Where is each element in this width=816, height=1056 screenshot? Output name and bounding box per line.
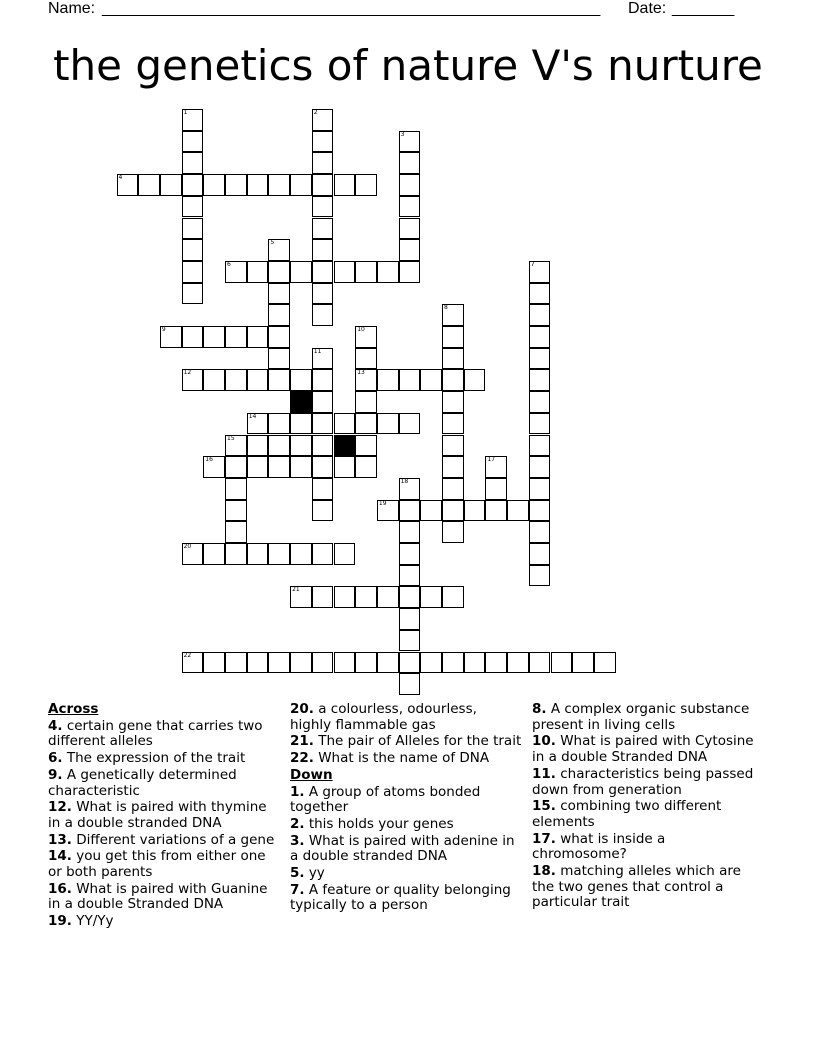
clue-number: 9.: [48, 766, 63, 783]
grid-cell[interactable]: [334, 261, 356, 283]
grid-cell[interactable]: [182, 543, 204, 565]
grid-cell[interactable]: [399, 565, 421, 587]
clue-number: 11.: [532, 765, 556, 782]
grid-cell[interactable]: [464, 652, 486, 674]
grid-cell[interactable]: [268, 174, 290, 196]
grid-cell[interactable]: [442, 348, 464, 370]
clue-number: 21.: [290, 733, 314, 750]
clue-number: 8.: [532, 701, 547, 717]
clue-number: 12.: [48, 799, 72, 816]
grid-cell[interactable]: [312, 152, 334, 174]
grid-cell[interactable]: [290, 369, 312, 391]
grid-cell[interactable]: [594, 652, 616, 674]
grid-cell[interactable]: [182, 109, 204, 131]
clue-text: A feature or quality belonging typically to a person: [290, 881, 511, 914]
clue-number-label: 2: [313, 109, 318, 116]
grid-block: [290, 391, 312, 413]
grid-cell[interactable]: [182, 326, 204, 348]
grid-cell[interactable]: [268, 261, 290, 283]
grid-cell[interactable]: [268, 543, 290, 565]
grid-cell[interactable]: [203, 456, 225, 478]
grid-cell[interactable]: [355, 413, 377, 435]
grid-cell[interactable]: [312, 391, 334, 413]
grid-cell[interactable]: [399, 608, 421, 630]
grid-cell[interactable]: [247, 435, 269, 457]
grid-cell[interactable]: [399, 521, 421, 543]
grid-cell[interactable]: [312, 500, 334, 522]
clue-item: [290, 734, 522, 750]
grid-cell[interactable]: [225, 174, 247, 196]
grid-cell[interactable]: [529, 326, 551, 348]
grid-cell[interactable]: [203, 174, 225, 196]
grid-cell[interactable]: [355, 348, 377, 370]
grid-cell[interactable]: [529, 543, 551, 565]
grid-cell[interactable]: [485, 652, 507, 674]
grid-cell[interactable]: [247, 261, 269, 283]
grid-cell[interactable]: [529, 391, 551, 413]
grid-cell[interactable]: [529, 369, 551, 391]
clue-number-label: 22: [183, 651, 192, 659]
clue-item: [290, 817, 522, 833]
across-clue-list: [48, 719, 280, 930]
clue-item: [48, 800, 280, 831]
clue-text: a colourless, odourless, highly flammable gas: [290, 701, 477, 733]
page-title: the genetics of nature V's nurture: [53, 41, 763, 90]
grid-cell[interactable]: [529, 413, 551, 435]
clue-number: 15.: [532, 798, 556, 815]
grid-cell[interactable]: [290, 543, 312, 565]
clue-number: 1.: [290, 783, 305, 800]
grid-cell[interactable]: [355, 369, 377, 391]
clue-number-label: 8: [444, 304, 448, 312]
grid-cell[interactable]: [485, 500, 507, 522]
grid-cell[interactable]: [334, 456, 356, 478]
grid-cell[interactable]: [182, 218, 204, 240]
clue-text: Different variations of a gene: [71, 831, 275, 848]
clue-text: certain gene that carries two different alleles: [48, 717, 263, 750]
grid-cell[interactable]: [312, 435, 334, 457]
clue-number-label: 9: [161, 326, 166, 333]
grid-cell[interactable]: [529, 435, 551, 457]
clue-item: [48, 768, 280, 799]
clue-text: The expression of the trait: [62, 750, 246, 767]
grid-cell[interactable]: [182, 152, 204, 174]
grid-cell[interactable]: [182, 369, 204, 391]
grid-cell[interactable]: [355, 435, 377, 457]
grid-cell[interactable]: [355, 261, 377, 283]
grid-cell[interactable]: [290, 174, 312, 196]
grid-cell[interactable]: [442, 435, 464, 457]
clue-number-label: 5: [270, 239, 275, 247]
grid-cell[interactable]: [312, 348, 334, 370]
grid-cell[interactable]: [464, 500, 486, 522]
clue-number-label: 12: [183, 369, 192, 377]
grid-cell[interactable]: [290, 652, 312, 674]
grid-cell[interactable]: [225, 369, 247, 391]
grid-cell[interactable]: [399, 152, 421, 174]
grid-cell[interactable]: [247, 456, 269, 478]
clue-item: [290, 883, 522, 914]
clue-text: What is paired with adenine in a double stranded DNA: [290, 832, 515, 865]
grid-cell[interactable]: [529, 283, 551, 305]
grid-cell[interactable]: [225, 261, 247, 283]
grid-cell[interactable]: [247, 369, 269, 391]
clue-item: [532, 702, 764, 733]
clue-number: 17.: [532, 830, 556, 847]
down-clue-list-continued: [532, 702, 764, 911]
clue-number-label: 20: [183, 543, 192, 550]
grid-cell[interactable]: [117, 174, 139, 196]
grid-cell[interactable]: [355, 174, 377, 196]
clue-number: 4.: [48, 717, 63, 734]
grid-cell[interactable]: [399, 174, 421, 196]
grid-cell[interactable]: [334, 652, 356, 674]
grid-cell[interactable]: [247, 326, 269, 348]
grid-cell[interactable]: [355, 586, 377, 608]
grid-cell[interactable]: [268, 283, 290, 305]
clue-item: [48, 849, 280, 880]
grid-cell[interactable]: [377, 652, 399, 674]
grid-cell[interactable]: [442, 652, 464, 674]
grid-cell[interactable]: [247, 652, 269, 674]
grid-cell[interactable]: [203, 652, 225, 674]
grid-cell[interactable]: [268, 413, 290, 435]
grid-cell[interactable]: [399, 630, 421, 652]
grid-cell[interactable]: [442, 521, 464, 543]
grid-cell[interactable]: [420, 652, 442, 674]
grid-cell[interactable]: [225, 478, 247, 500]
grid-cell[interactable]: [399, 196, 421, 218]
across-heading: Across: [48, 701, 99, 717]
grid-cell[interactable]: [203, 326, 225, 348]
grid-cell[interactable]: [399, 543, 421, 565]
clue-number: 10.: [532, 733, 556, 750]
grid-cell[interactable]: [529, 521, 551, 543]
grid-cell[interactable]: [442, 456, 464, 478]
grid-block: [334, 435, 356, 457]
clues-column-1: [48, 702, 280, 931]
grid-cell[interactable]: [377, 586, 399, 608]
grid-cell[interactable]: [290, 435, 312, 457]
clue-item: [290, 751, 522, 767]
clue-item: [48, 719, 280, 750]
clue-text: yy: [304, 865, 325, 882]
grid-cell[interactable]: [420, 500, 442, 522]
grid-cell[interactable]: [529, 304, 551, 326]
grid-cell[interactable]: [529, 348, 551, 370]
clues-column-2: [290, 702, 522, 915]
grid-cell[interactable]: [312, 413, 334, 435]
grid-cell[interactable]: [182, 652, 204, 674]
grid-cell[interactable]: [572, 652, 594, 674]
grid-cell[interactable]: [442, 413, 464, 435]
grid-cell[interactable]: [247, 543, 269, 565]
grid-cell[interactable]: [529, 500, 551, 522]
grid-cell[interactable]: [377, 500, 399, 522]
grid-cell[interactable]: [268, 652, 290, 674]
grid-cell[interactable]: [485, 456, 507, 478]
clue-item: [48, 882, 280, 913]
grid-cell[interactable]: [312, 586, 334, 608]
clue-number-label: 3: [400, 130, 405, 138]
grid-cell[interactable]: [334, 174, 356, 196]
clue-item: [290, 702, 522, 733]
grid-cell[interactable]: [399, 500, 421, 522]
clue-number-label: 16: [205, 456, 213, 464]
clue-number: 6.: [48, 750, 63, 767]
grid-cell[interactable]: [225, 435, 247, 457]
clue-item: [48, 833, 280, 849]
grid-cell[interactable]: [268, 348, 290, 370]
clues-column-3: [532, 702, 764, 912]
grid-cell[interactable]: [290, 261, 312, 283]
grid-cell[interactable]: [225, 652, 247, 674]
clue-number: 5.: [290, 865, 305, 882]
grid-cell[interactable]: [182, 283, 204, 305]
grid-cell[interactable]: [399, 586, 421, 608]
grid-cell[interactable]: [138, 174, 160, 196]
grid-cell[interactable]: [442, 304, 464, 326]
grid-cell[interactable]: [485, 478, 507, 500]
grid-cell[interactable]: [247, 174, 269, 196]
grid-cell[interactable]: [225, 521, 247, 543]
grid-cell[interactable]: [399, 261, 421, 283]
grid-cell[interactable]: [290, 456, 312, 478]
grid-cell[interactable]: [529, 565, 551, 587]
clue-number: 7.: [290, 881, 305, 898]
clue-number-label: 18: [400, 477, 409, 485]
clue-text: this holds your genes: [304, 815, 454, 832]
clue-text: what is inside a chromosome?: [532, 830, 666, 863]
across-clue-list-continued: [290, 702, 522, 767]
clue-text: What is paired with Guanine in a double Stranded DNA: [48, 880, 268, 913]
clue-item: [48, 751, 280, 767]
clue-number: 14.: [48, 848, 72, 865]
name-label: Name:: [48, 0, 96, 17]
grid-cell[interactable]: [290, 413, 312, 435]
grid-cell[interactable]: [377, 413, 399, 435]
clue-item: [532, 767, 764, 798]
clue-number: 22.: [290, 750, 314, 767]
grid-cell[interactable]: [442, 478, 464, 500]
grid-cell[interactable]: [225, 500, 247, 522]
grid-cell[interactable]: [399, 673, 421, 695]
grid-cell[interactable]: [160, 174, 182, 196]
grid-cell[interactable]: [355, 652, 377, 674]
grid-cell[interactable]: [225, 456, 247, 478]
grid-cell[interactable]: [247, 413, 269, 435]
grid-cell[interactable]: [312, 543, 334, 565]
grid-cell[interactable]: [529, 261, 551, 283]
grid-cell[interactable]: [377, 369, 399, 391]
grid-cell[interactable]: [312, 652, 334, 674]
grid-cell[interactable]: [529, 478, 551, 500]
grid-cell[interactable]: [442, 586, 464, 608]
grid-cell[interactable]: [182, 131, 204, 153]
grid-cell[interactable]: [182, 196, 204, 218]
grid-cell[interactable]: [268, 456, 290, 478]
grid-cell[interactable]: [268, 326, 290, 348]
clue-number-label: 15: [227, 434, 235, 442]
grid-cell[interactable]: [312, 131, 334, 153]
clue-number-label: 11: [313, 347, 322, 355]
grid-cell[interactable]: [399, 369, 421, 391]
grid-cell[interactable]: [507, 652, 529, 674]
clue-number-label: 19: [378, 499, 387, 507]
grid-cell[interactable]: [268, 304, 290, 326]
grid-cell[interactable]: [529, 652, 551, 674]
clue-text: you get this from either one or both parents: [48, 848, 266, 881]
grid-cell[interactable]: [182, 261, 204, 283]
date-field[interactable]: _______: [672, 0, 735, 17]
grid-cell[interactable]: [312, 283, 334, 305]
grid-cell[interactable]: [312, 369, 334, 391]
grid-cell[interactable]: [182, 239, 204, 261]
grid-cell[interactable]: [399, 218, 421, 240]
down-clue-list: [290, 785, 522, 915]
clue-number: 16.: [48, 880, 72, 897]
clue-number-label: 7: [530, 260, 535, 268]
clue-number: 18.: [532, 863, 556, 880]
clue-number-label: 1: [183, 109, 188, 116]
grid-cell[interactable]: [507, 500, 529, 522]
grid-cell[interactable]: [312, 456, 334, 478]
grid-cell[interactable]: [312, 196, 334, 218]
grid-cell[interactable]: [355, 456, 377, 478]
clue-number-label: 21: [292, 586, 300, 594]
date-label: Date:: [628, 0, 667, 17]
grid-cell[interactable]: [420, 369, 442, 391]
grid-cell[interactable]: [203, 543, 225, 565]
clue-item: [532, 864, 764, 911]
clue-text: The pair of Alleles for the trait: [313, 733, 522, 750]
grid-cell[interactable]: [529, 456, 551, 478]
grid-cell[interactable]: [442, 326, 464, 348]
grid-cell[interactable]: [355, 326, 377, 348]
grid-cell[interactable]: [377, 261, 399, 283]
grid-cell[interactable]: [334, 586, 356, 608]
grid-cell[interactable]: [442, 391, 464, 413]
clue-item: [532, 799, 764, 830]
grid-cell[interactable]: [399, 478, 421, 500]
clue-number-label: 14: [248, 412, 257, 420]
grid-cell[interactable]: [355, 391, 377, 413]
grid-cell[interactable]: [290, 586, 312, 608]
grid-cell[interactable]: [203, 369, 225, 391]
clue-item: [290, 785, 522, 816]
clue-number-label: 13: [357, 369, 365, 377]
clue-text: YY/Yy: [71, 913, 114, 930]
grid-cell[interactable]: [312, 304, 334, 326]
grid-cell[interactable]: [312, 261, 334, 283]
grid-cell[interactable]: [551, 652, 573, 674]
grid-cell[interactable]: [160, 326, 182, 348]
clue-text: What is the name of DNA: [313, 750, 490, 767]
clue-item: [532, 832, 764, 863]
clue-number-label: 17: [487, 456, 496, 464]
grid-cell[interactable]: [464, 369, 486, 391]
grid-cell[interactable]: [225, 326, 247, 348]
name-field[interactable]: ________________________________________________________: [102, 0, 601, 17]
grid-cell[interactable]: [225, 543, 247, 565]
down-heading: Down: [290, 766, 333, 783]
grid-cell[interactable]: [399, 652, 421, 674]
grid-cell[interactable]: [268, 369, 290, 391]
clue-number-label: 4: [118, 174, 123, 182]
grid-cell[interactable]: [268, 239, 290, 261]
grid-cell[interactable]: [399, 131, 421, 153]
clue-item: [48, 914, 280, 930]
clue-text: matching alleles which are the two genes that control a particular trait: [532, 863, 741, 911]
clue-text: What is paired with thymine in a double stranded DNA: [48, 799, 267, 831]
clue-item: [290, 834, 522, 865]
grid-cell[interactable]: [312, 109, 334, 131]
grid-cell[interactable]: [399, 413, 421, 435]
clue-number: 2.: [290, 815, 305, 832]
grid-cell[interactable]: [312, 174, 334, 196]
clue-number: 19.: [48, 913, 72, 930]
grid-cell[interactable]: [334, 413, 356, 435]
grid-cell[interactable]: [442, 369, 464, 391]
clue-text: A complex organic substance present in living cells: [532, 701, 750, 733]
clue-item: [532, 734, 764, 765]
grid-cell[interactable]: [334, 543, 356, 565]
clue-number: 13.: [48, 831, 72, 848]
clue-text: What is paired with Cytosine in a double Stranded DNA: [532, 733, 754, 766]
clue-text: A genetically determined characteristic: [48, 766, 237, 799]
clue-number: 20.: [290, 701, 314, 717]
grid-cell[interactable]: [182, 174, 204, 196]
clue-number-label: 6: [227, 260, 231, 268]
grid-cell[interactable]: [420, 586, 442, 608]
grid-cell[interactable]: [312, 239, 334, 261]
clue-number-label: 10: [357, 326, 365, 333]
clue-number: 3.: [290, 832, 305, 849]
clue-text: characteristics being passed down from generation: [532, 765, 754, 798]
grid-cell[interactable]: [312, 478, 334, 500]
clue-text: A group of atoms bonded together: [290, 783, 481, 816]
clue-item: [290, 866, 522, 882]
grid-cell[interactable]: [399, 239, 421, 261]
grid-cell[interactable]: [442, 500, 464, 522]
grid-cell[interactable]: [268, 435, 290, 457]
clue-text: combining two different elements: [532, 798, 722, 830]
grid-cell[interactable]: [312, 218, 334, 240]
